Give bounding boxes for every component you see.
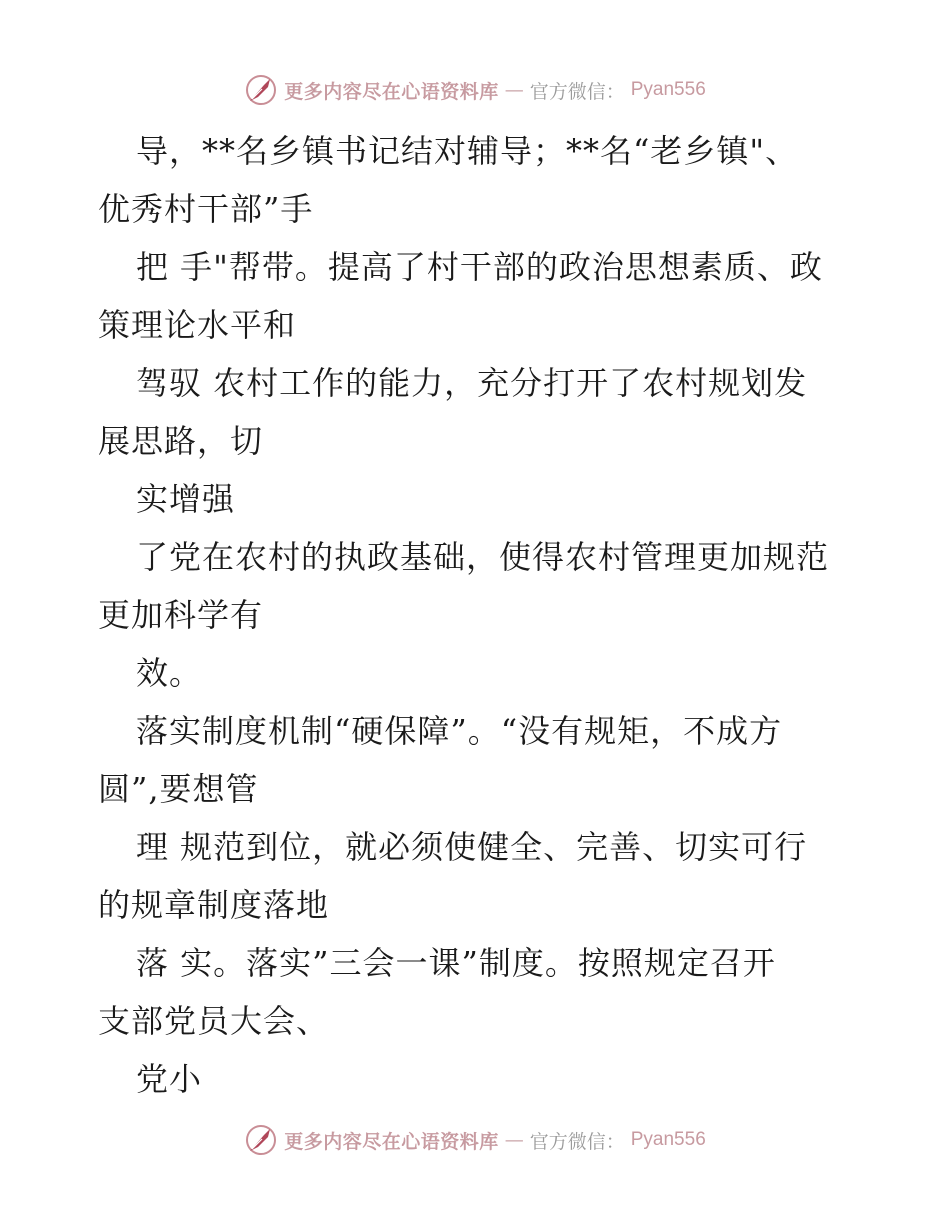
text-line: 理 规范到位，就必须使健全、完善、切实可行 (136, 828, 808, 866)
text-line: 了党在农村的执政基础，使得农村管理更加规范 (136, 538, 830, 576)
header-watermark (0, 70, 950, 110)
text-line: 落 实。落实”三会一课”制度。按照规定召开 (136, 944, 776, 982)
text-line: 效。 (136, 654, 203, 692)
text-line: 优秀村干部”手 (98, 190, 314, 228)
watermark-wechat-id: Pyan556 (630, 79, 706, 100)
watermark-cn-text: 更多内容尽在心语资料库 (284, 1130, 499, 1153)
text-line: 驾驭 农村工作的能力，充分打开了农村规划发 (136, 364, 808, 402)
text-line: 党小 (136, 1060, 203, 1098)
quill-pen-icon (244, 73, 278, 107)
watermark-label: 官方微信： (529, 1130, 625, 1153)
watermark-label: 官方微信： (529, 80, 625, 103)
text-line: 的规章制度落地 (98, 886, 330, 924)
text-line: 实增强 (136, 480, 236, 518)
text-line: 导，**名乡镇书记结对辅导；**名“老乡镇"、 (136, 132, 799, 170)
text-line: 圆”,要想管 (98, 770, 259, 808)
text-line: 展思路，切 (98, 422, 264, 460)
watermark-wechat-id: Pyan556 (630, 1129, 706, 1150)
text-line: 支部党员大会、 (98, 1002, 330, 1040)
watermark-dash: — (504, 1129, 524, 1151)
watermark-dash: — (504, 79, 524, 101)
text-line: 更加科学有 (98, 596, 264, 634)
text-line: 把 手"帮带。提高了村干部的政治思想素质、政 (136, 248, 823, 286)
text-line: 策理论水平和 (98, 306, 297, 344)
footer-watermark (0, 1120, 950, 1160)
document-body (98, 122, 858, 1108)
watermark-cn-text: 更多内容尽在心语资料库 (284, 80, 499, 103)
text-line: 落实制度机制“硬保障”。“没有规矩，不成方 (136, 712, 783, 750)
quill-pen-icon (244, 1123, 278, 1157)
